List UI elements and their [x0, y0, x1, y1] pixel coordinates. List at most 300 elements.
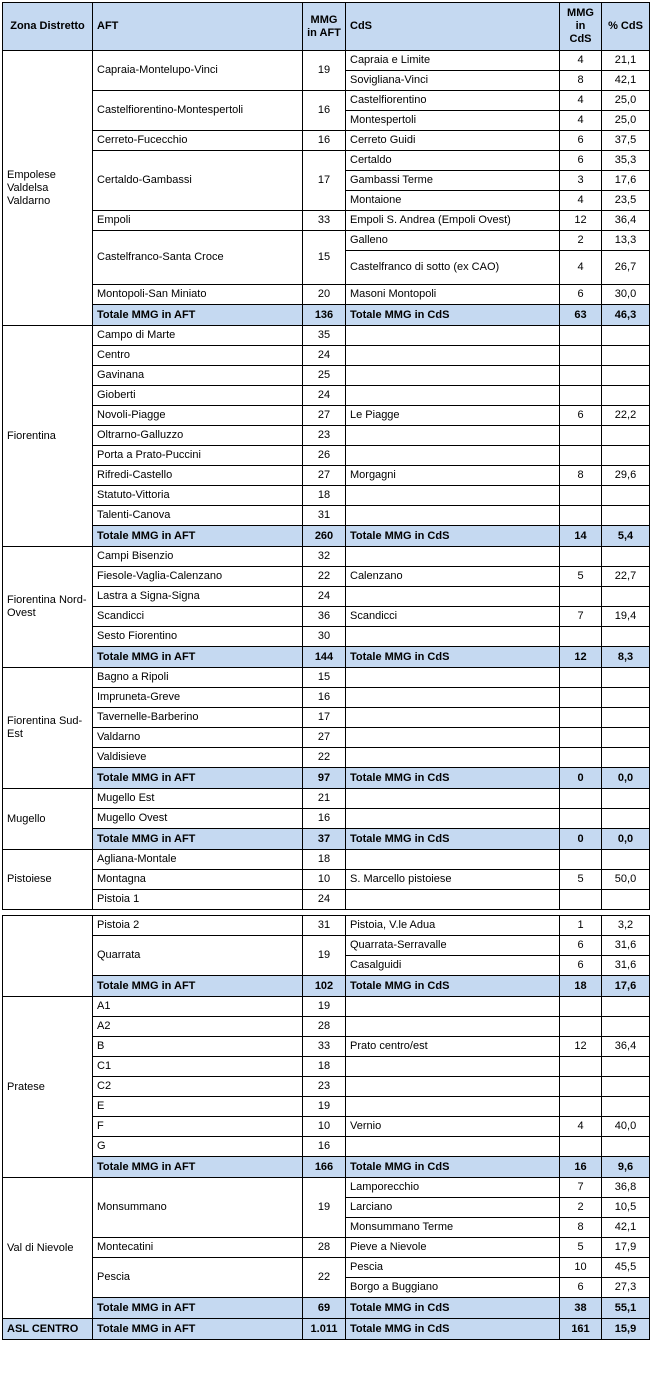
mmg-cds-value: 4	[560, 1117, 602, 1137]
table-row	[3, 789, 650, 809]
pct-cds-value: 36,4	[602, 211, 650, 231]
mmg-aft-value: 31	[303, 506, 346, 526]
total-pct-cds: 55,1	[602, 1298, 650, 1319]
cds-name: Le Piagge	[346, 406, 560, 426]
total-pct-cds: 0,0	[602, 829, 650, 850]
total-mmg-cds: 0	[560, 829, 602, 850]
mmg-cds-value: 2	[560, 1198, 602, 1218]
cds-name	[346, 1017, 560, 1037]
pct-cds-value: 37,5	[602, 131, 650, 151]
cds-name	[346, 346, 560, 366]
cds-name	[346, 386, 560, 406]
total-mmg-aft: 102	[303, 976, 346, 997]
mmg-cds-value	[560, 1077, 602, 1097]
table-row	[3, 131, 650, 151]
table-row	[3, 426, 650, 446]
cds-name: Gambassi Terme	[346, 171, 560, 191]
pct-cds-value	[602, 326, 650, 346]
table-row	[3, 916, 650, 936]
cds-name	[346, 850, 560, 870]
table-row	[3, 1258, 650, 1278]
grand-total-cds-label: Totale MMG in CdS	[346, 1319, 560, 1340]
header-aft: AFT	[93, 3, 303, 51]
mmg-cds-value	[560, 748, 602, 768]
mmg-cds-value: 2	[560, 231, 602, 251]
cds-name: Castelfiorentino	[346, 91, 560, 111]
aft-name: Tavernelle-Barberino	[93, 708, 303, 728]
cds-name	[346, 997, 560, 1017]
total-aft-label: Totale MMG in AFT	[93, 1298, 303, 1319]
mmg-cds-value: 7	[560, 607, 602, 627]
mmg-cds-value: 8	[560, 71, 602, 91]
cds-name	[346, 627, 560, 647]
total-mmg-cds: 12	[560, 647, 602, 668]
cds-name: Castelfranco di sotto (ex CAO)	[346, 251, 560, 285]
mmg-aft-value: 30	[303, 627, 346, 647]
cds-name	[346, 789, 560, 809]
cds-name	[346, 547, 560, 567]
aft-name: Campo di Marte	[93, 326, 303, 346]
grand-total-mmg-aft: 1.011	[303, 1319, 346, 1340]
mmg-cds-value: 6	[560, 131, 602, 151]
pct-cds-value: 19,4	[602, 607, 650, 627]
table-body	[3, 51, 650, 1340]
pct-cds-value	[602, 688, 650, 708]
mmg-aft-value: 19	[303, 51, 346, 91]
mmg-aft-value: 17	[303, 708, 346, 728]
total-pct-cds: 17,6	[602, 976, 650, 997]
mmg-cds-value	[560, 627, 602, 647]
zone-name: Fiorentina Nord-Ovest	[3, 547, 93, 668]
mmg-cds-value	[560, 1137, 602, 1157]
mmg-aft-value: 22	[303, 1258, 346, 1298]
mmg-aft-value: 33	[303, 1037, 346, 1057]
table-header	[3, 3, 650, 51]
zone-total-row	[3, 526, 650, 547]
total-cds-label: Totale MMG in CdS	[346, 976, 560, 997]
zone-total-row	[3, 305, 650, 326]
aft-name: Castelfiorentino-Montespertoli	[93, 91, 303, 131]
pct-cds-value: 3,2	[602, 916, 650, 936]
table-row	[3, 326, 650, 346]
mmg-aft-value: 22	[303, 567, 346, 587]
table-row	[3, 91, 650, 111]
header-pct-cds: % CdS	[602, 3, 650, 51]
cds-name: Sovigliana-Vinci	[346, 71, 560, 91]
cds-name: Scandicci	[346, 607, 560, 627]
table-row	[3, 1037, 650, 1057]
total-mmg-aft: 136	[303, 305, 346, 326]
aft-name: Mugello Ovest	[93, 809, 303, 829]
cds-name: Capraia e Limite	[346, 51, 560, 71]
table-row	[3, 890, 650, 910]
grand-total-aft-label: Totale MMG in AFT	[93, 1319, 303, 1340]
cds-name: Cerreto Guidi	[346, 131, 560, 151]
zone-name: Fiorentina Sud-Est	[3, 668, 93, 789]
zone-name: Pratese	[3, 997, 93, 1178]
cds-name	[346, 446, 560, 466]
aft-name: B	[93, 1037, 303, 1057]
pct-cds-value	[602, 789, 650, 809]
pct-cds-value: 17,9	[602, 1238, 650, 1258]
zone-name: Empolese Valdelsa Valdarno	[3, 51, 93, 326]
table-row	[3, 607, 650, 627]
mmg-cds-value: 4	[560, 251, 602, 285]
mmg-aft-value: 24	[303, 587, 346, 607]
pct-cds-value	[602, 1097, 650, 1117]
mmg-cds-value	[560, 809, 602, 829]
total-mmg-cds: 16	[560, 1157, 602, 1178]
pct-cds-value	[602, 346, 650, 366]
total-aft-label: Totale MMG in AFT	[93, 768, 303, 789]
table-row	[3, 627, 650, 647]
aft-name: Valdisieve	[93, 748, 303, 768]
cds-name: Galleno	[346, 231, 560, 251]
pct-cds-value	[602, 1077, 650, 1097]
mmg-aft-value: 32	[303, 547, 346, 567]
table-row	[3, 346, 650, 366]
mmg-cds-value	[560, 486, 602, 506]
cds-name: Monsummano Terme	[346, 1218, 560, 1238]
pct-cds-value: 36,8	[602, 1178, 650, 1198]
mmg-aft-value: 15	[303, 668, 346, 688]
cds-name: Calenzano	[346, 567, 560, 587]
mmg-aft-value: 36	[303, 607, 346, 627]
aft-name: Montopoli-San Miniato	[93, 285, 303, 305]
mmg-cds-value: 10	[560, 1258, 602, 1278]
table-row	[3, 1178, 650, 1198]
cds-name	[346, 326, 560, 346]
total-cds-label: Totale MMG in CdS	[346, 1157, 560, 1178]
cds-name	[346, 366, 560, 386]
mmg-aft-value: 16	[303, 91, 346, 131]
cds-name: Montespertoli	[346, 111, 560, 131]
mmg-cds-value: 6	[560, 936, 602, 956]
mmg-cds-value	[560, 426, 602, 446]
mmg-aft-value: 19	[303, 936, 346, 976]
table-row	[3, 486, 650, 506]
pct-cds-value: 13,3	[602, 231, 650, 251]
pct-cds-value: 35,3	[602, 151, 650, 171]
table-row	[3, 1238, 650, 1258]
pct-cds-value	[602, 1017, 650, 1037]
table-row	[3, 547, 650, 567]
cds-name	[346, 728, 560, 748]
table-row	[3, 748, 650, 768]
table-row	[3, 567, 650, 587]
cds-name	[346, 1077, 560, 1097]
total-pct-cds: 5,4	[602, 526, 650, 547]
aft-name: Rifredi-Castello	[93, 466, 303, 486]
mmg-aft-value: 27	[303, 466, 346, 486]
mmg-aft-value: 24	[303, 386, 346, 406]
zone-total-row	[3, 976, 650, 997]
pct-cds-value: 29,6	[602, 466, 650, 486]
table-row	[3, 1097, 650, 1117]
pct-cds-value: 10,5	[602, 1198, 650, 1218]
pct-cds-value: 42,1	[602, 1218, 650, 1238]
table-row	[3, 51, 650, 71]
mmg-aft-value: 17	[303, 151, 346, 211]
cds-name	[346, 1097, 560, 1117]
aft-name: Capraia-Montelupo-Vinci	[93, 51, 303, 91]
aft-name: Gavinana	[93, 366, 303, 386]
total-mmg-aft: 166	[303, 1157, 346, 1178]
aft-name: Pescia	[93, 1258, 303, 1298]
mmg-cds-value	[560, 728, 602, 748]
mmg-cds-value	[560, 386, 602, 406]
table-row	[3, 1017, 650, 1037]
aft-name: Gioberti	[93, 386, 303, 406]
mmg-aft-value: 16	[303, 688, 346, 708]
aft-name: F	[93, 1117, 303, 1137]
total-mmg-cds: 38	[560, 1298, 602, 1319]
table-row	[3, 870, 650, 890]
pct-cds-value	[602, 587, 650, 607]
mmg-aft-value: 18	[303, 1057, 346, 1077]
pct-cds-value	[602, 728, 650, 748]
aft-name: E	[93, 1097, 303, 1117]
aft-name: Castelfranco-Santa Croce	[93, 231, 303, 285]
table-row	[3, 366, 650, 386]
mmg-aft-value: 15	[303, 231, 346, 285]
mmg-aft-value: 20	[303, 285, 346, 305]
mmg-aft-value: 16	[303, 809, 346, 829]
mmg-aft-value: 35	[303, 326, 346, 346]
pct-cds-value	[602, 486, 650, 506]
mmg-cds-value: 4	[560, 51, 602, 71]
zone-total-row	[3, 768, 650, 789]
cds-name: Morgagni	[346, 466, 560, 486]
mmg-aft-value: 33	[303, 211, 346, 231]
pct-cds-value: 22,7	[602, 567, 650, 587]
total-cds-label: Totale MMG in CdS	[346, 1298, 560, 1319]
table-row	[3, 1077, 650, 1097]
mmg-aft-value: 18	[303, 850, 346, 870]
total-mmg-aft: 260	[303, 526, 346, 547]
pct-cds-value: 50,0	[602, 870, 650, 890]
zone-name	[3, 916, 93, 997]
mmg-cds-value	[560, 326, 602, 346]
total-mmg-aft: 144	[303, 647, 346, 668]
aft-name: Statuto-Vittoria	[93, 486, 303, 506]
mmg-cds-value: 4	[560, 191, 602, 211]
mmg-cds-value	[560, 346, 602, 366]
mmg-aft-value: 19	[303, 997, 346, 1017]
mmg-aft-value: 18	[303, 486, 346, 506]
mmg-cds-value	[560, 1017, 602, 1037]
mmg-cds-value: 12	[560, 211, 602, 231]
table-row	[3, 406, 650, 426]
total-cds-label: Totale MMG in CdS	[346, 526, 560, 547]
mmg-aft-value: 26	[303, 446, 346, 466]
aft-name: Pistoia 1	[93, 890, 303, 910]
cds-name: Montaione	[346, 191, 560, 211]
header-mmg-aft: MMG in AFT	[303, 3, 346, 51]
mmg-cds-value: 8	[560, 1218, 602, 1238]
total-aft-label: Totale MMG in AFT	[93, 647, 303, 668]
pct-cds-value	[602, 809, 650, 829]
zone-name: Val di Nievole	[3, 1178, 93, 1319]
mmg-cds-value: 3	[560, 171, 602, 191]
mmg-aft-value: 10	[303, 1117, 346, 1137]
mmg-cds-value: 12	[560, 1037, 602, 1057]
aft-name: Cerreto-Fucecchio	[93, 131, 303, 151]
aft-name: Pistoia 2	[93, 916, 303, 936]
total-pct-cds: 46,3	[602, 305, 650, 326]
zone-name: Pistoiese	[3, 850, 93, 910]
aft-name: Fiesole-Vaglia-Calenzano	[93, 567, 303, 587]
total-aft-label: Totale MMG in AFT	[93, 976, 303, 997]
pct-cds-value	[602, 1057, 650, 1077]
total-mmg-aft: 97	[303, 768, 346, 789]
pct-cds-value: 27,3	[602, 1278, 650, 1298]
mmg-cds-value	[560, 1057, 602, 1077]
pct-cds-value: 42,1	[602, 71, 650, 91]
grand-total-mmg-cds: 161	[560, 1319, 602, 1340]
aft-name: C2	[93, 1077, 303, 1097]
total-cds-label: Totale MMG in CdS	[346, 647, 560, 668]
mmg-aft-value: 16	[303, 1137, 346, 1157]
mmg-cds-value	[560, 1097, 602, 1117]
mmg-aft-value: 23	[303, 1077, 346, 1097]
mmg-cds-value	[560, 890, 602, 910]
cds-name: Pieve a Nievole	[346, 1238, 560, 1258]
mmg-cds-value	[560, 997, 602, 1017]
aft-name: Porta a Prato-Puccini	[93, 446, 303, 466]
cds-name	[346, 506, 560, 526]
table-row	[3, 446, 650, 466]
cds-name: S. Marcello pistoiese	[346, 870, 560, 890]
mmg-cds-value	[560, 587, 602, 607]
cds-name	[346, 688, 560, 708]
zone-total-row	[3, 1157, 650, 1178]
grand-total-zone: ASL CENTRO	[3, 1319, 93, 1340]
cds-name	[346, 668, 560, 688]
total-mmg-cds: 18	[560, 976, 602, 997]
cds-name	[346, 426, 560, 446]
cds-name	[346, 708, 560, 728]
cds-name: Vernio	[346, 1117, 560, 1137]
cds-name	[346, 748, 560, 768]
pct-cds-value	[602, 506, 650, 526]
mmg-cds-value: 6	[560, 1278, 602, 1298]
mmg-cds-value: 4	[560, 111, 602, 131]
mmg-aft-value: 27	[303, 728, 346, 748]
mmg-cds-value: 6	[560, 285, 602, 305]
table-row	[3, 151, 650, 171]
aft-name: Centro	[93, 346, 303, 366]
aft-name: A2	[93, 1017, 303, 1037]
total-aft-label: Totale MMG in AFT	[93, 305, 303, 326]
aft-name: A1	[93, 997, 303, 1017]
aft-name: Monsummano	[93, 1178, 303, 1238]
mmg-cds-value	[560, 708, 602, 728]
pct-cds-value	[602, 386, 650, 406]
cds-name: Certaldo	[346, 151, 560, 171]
mmg-cds-value	[560, 850, 602, 870]
aft-name: Sesto Fiorentino	[93, 627, 303, 647]
pct-cds-value	[602, 890, 650, 910]
table-row	[3, 668, 650, 688]
pct-cds-value: 25,0	[602, 111, 650, 131]
pct-cds-value	[602, 627, 650, 647]
cds-name: Masoni Montopoli	[346, 285, 560, 305]
cds-name: Larciano	[346, 1198, 560, 1218]
header-zona: Zona Distretto	[3, 3, 93, 51]
aft-name: Campi Bisenzio	[93, 547, 303, 567]
aft-name: Montagna	[93, 870, 303, 890]
mmg-cds-value: 5	[560, 870, 602, 890]
cds-name: Borgo a Buggiano	[346, 1278, 560, 1298]
pct-cds-value: 30,0	[602, 285, 650, 305]
total-pct-cds: 0,0	[602, 768, 650, 789]
grand-total-row	[3, 1319, 650, 1340]
total-aft-label: Totale MMG in AFT	[93, 1157, 303, 1178]
cds-name	[346, 890, 560, 910]
table-row	[3, 688, 650, 708]
table-row	[3, 1137, 650, 1157]
cds-name	[346, 486, 560, 506]
mmg-cds-value: 6	[560, 956, 602, 976]
mmg-cds-value	[560, 506, 602, 526]
table-row	[3, 809, 650, 829]
cds-name: Pistoia, V.le Adua	[346, 916, 560, 936]
pct-cds-value: 23,5	[602, 191, 650, 211]
mmg-aft-value: 27	[303, 406, 346, 426]
cds-name: Empoli S. Andrea (Empoli Ovest)	[346, 211, 560, 231]
table-row	[3, 231, 650, 251]
mmg-cds-value	[560, 789, 602, 809]
aft-name: Montecatini	[93, 1238, 303, 1258]
aft-name: Empoli	[93, 211, 303, 231]
mmg-cds-value: 7	[560, 1178, 602, 1198]
mmg-cds-value: 6	[560, 151, 602, 171]
total-mmg-aft: 37	[303, 829, 346, 850]
mmg-aft-value: 16	[303, 131, 346, 151]
aft-name: Valdarno	[93, 728, 303, 748]
aft-name: Scandicci	[93, 607, 303, 627]
mmg-aft-value: 21	[303, 789, 346, 809]
zone-name: Mugello	[3, 789, 93, 850]
pct-cds-value	[602, 748, 650, 768]
mmg-aft-value: 28	[303, 1017, 346, 1037]
pct-cds-value	[602, 366, 650, 386]
pct-cds-value: 17,6	[602, 171, 650, 191]
table-row	[3, 936, 650, 956]
mmg-cds-value: 6	[560, 406, 602, 426]
mmg-cds-value	[560, 446, 602, 466]
pct-cds-value: 31,6	[602, 936, 650, 956]
table-row	[3, 997, 650, 1017]
mmg-aft-value: 24	[303, 346, 346, 366]
pct-cds-value: 45,5	[602, 1258, 650, 1278]
mmg-aft-value: 25	[303, 366, 346, 386]
cds-name	[346, 809, 560, 829]
aft-name: G	[93, 1137, 303, 1157]
table-row	[3, 211, 650, 231]
pct-cds-value	[602, 668, 650, 688]
pct-cds-value	[602, 547, 650, 567]
cds-name: Lamporecchio	[346, 1178, 560, 1198]
cds-name: Casalguidi	[346, 956, 560, 976]
cds-name: Quarrata-Serravalle	[346, 936, 560, 956]
mmg-cds-value: 8	[560, 466, 602, 486]
mmg-table	[2, 2, 650, 1340]
mmg-cds-value: 4	[560, 91, 602, 111]
table-row	[3, 708, 650, 728]
mmg-cds-value	[560, 547, 602, 567]
